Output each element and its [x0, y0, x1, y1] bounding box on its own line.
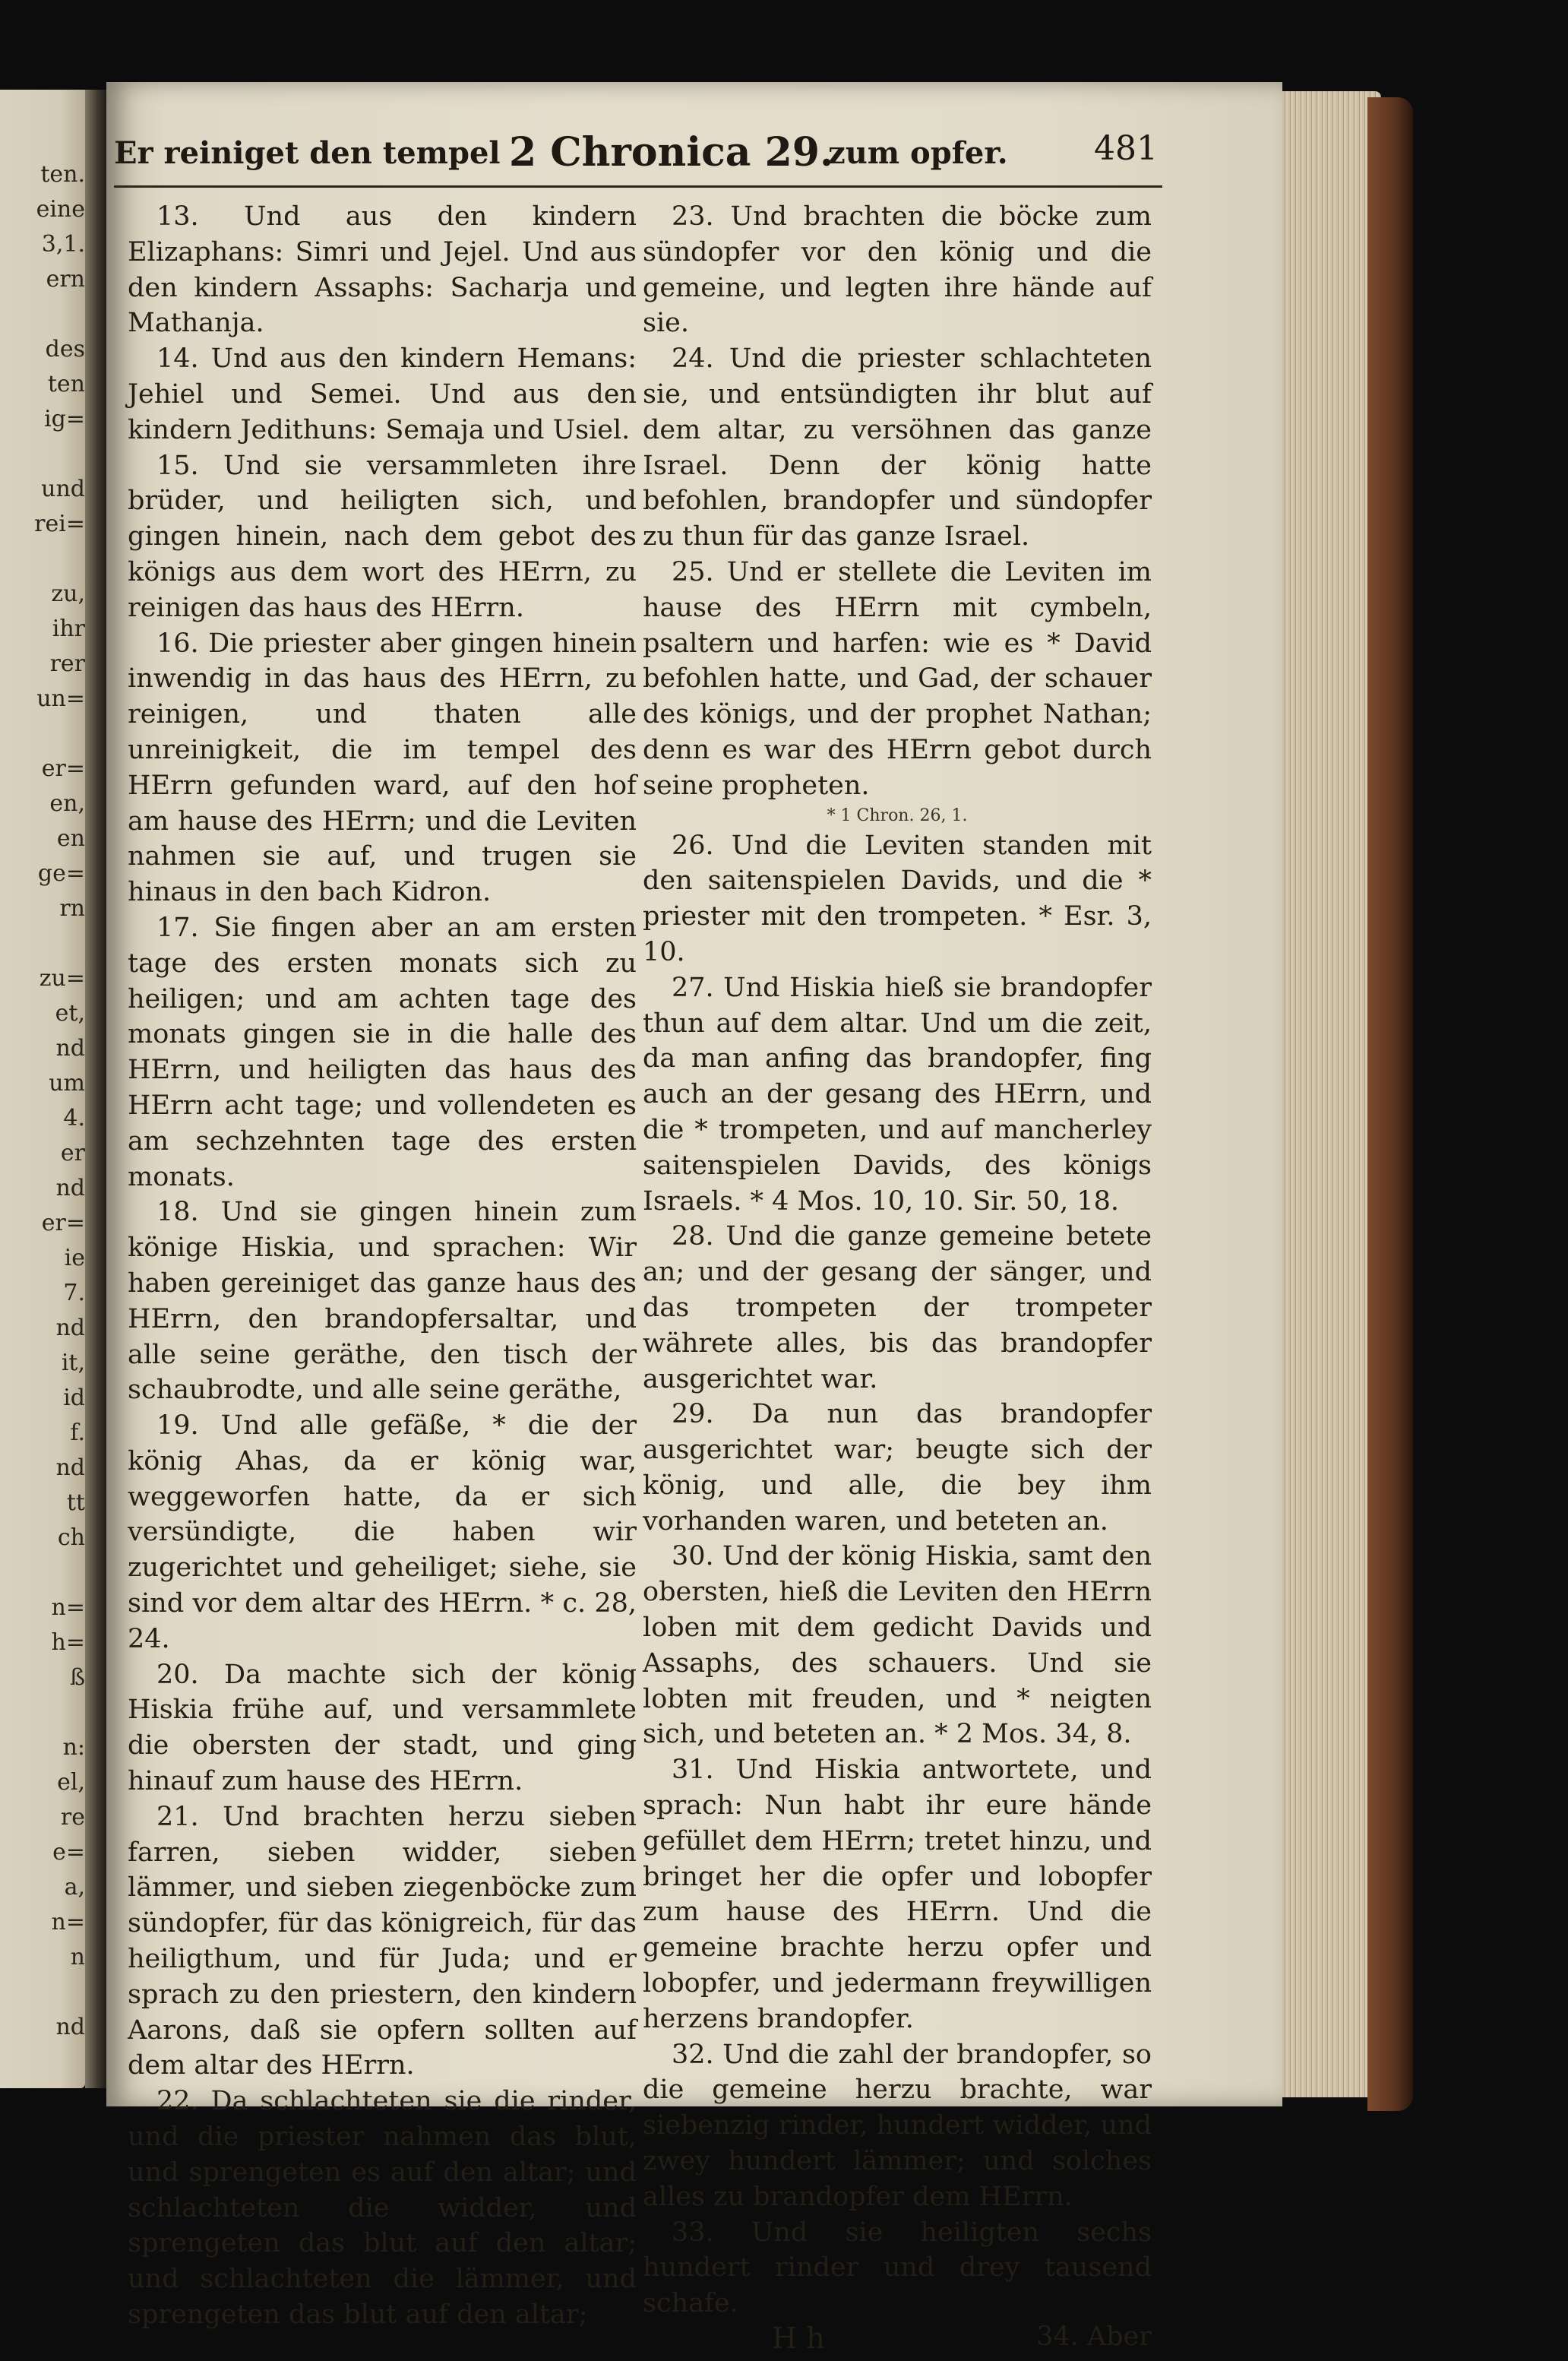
- verse-28: 28. Und die ganze gemeine betete an; und der gesang der sänger, und das trompeten der trompeter währete alles, bis das brandopfer ausgerichtet war.: [643, 1221, 1152, 1394]
- previous-page-fragment: er=: [41, 1210, 85, 1236]
- previous-page-fragment: rei=: [34, 511, 85, 537]
- verse-13: 13. Und aus den kindern Elizaphans: Simri und Jejel. Und aus den kindern Assaphs: Sacharja und Mathanja.: [128, 201, 637, 339]
- verse-17: 17. Sie fingen aber an am ersten tage des ersten monats sich zu heiligen; und am achten tage des monats gingen sie in die halle des HErrn, und heiligten das haus des HErrn acht tage; und vollendeten es am sechzehnten tage des ersten monats.: [128, 912, 637, 1192]
- running-head-left: Er reiniget den tempel: [114, 135, 501, 171]
- previous-page-fragment: des: [45, 336, 85, 362]
- verse-15: 15. Und sie versammleten ihre brüder, und heiligten sich, und gingen hinein, nach dem gebot des königs aus dem wort des HErrn, zu reinigen das haus des HErrn.: [128, 450, 637, 623]
- previous-page-fragment: el,: [57, 1769, 85, 1796]
- verse-22: 22. Da schlachteten sie die rinder, und die priester nahmen das blut, und sprengeten es auf den altar; und schlachteten die widder, und sprengeten das blut auf den altar; und schlachteten die lämmer, und sprengeten das blut auf den altar;: [128, 2086, 637, 2331]
- previous-page-fragment: n=: [51, 1594, 85, 1621]
- previous-page-fragment: re: [60, 1804, 85, 1831]
- footnote-verse-25: * 1 Chron. 26, 1.: [827, 805, 968, 825]
- verse-32: 32. Und die zahl der brandopfer, so die gemeine herzu brachte, war siebenzig rinder, hundert widder, und zwey hundert lämmer; und solches alles zu brandopfer dem HErrn.: [643, 2039, 1152, 2212]
- running-head-book: 2 Chronica 29.: [509, 129, 834, 176]
- previous-page-fragment: er=: [41, 755, 85, 782]
- verse-25: 25. Und er stellete die Leviten im hause des HErrn mit cymbeln, psaltern und harfen: wie es * David befohlen hatte, und Gad, der schauer des königs, und der prophet Nathan; denn es war des HErrn gebot durch seine propheten.: [643, 556, 1152, 801]
- running-head-right: zum opfer.: [828, 135, 1008, 171]
- previous-page-fragment: n=: [51, 1909, 85, 1935]
- previous-page-fragment: a,: [64, 1874, 85, 1901]
- catchword: 34. Aber: [1036, 2321, 1152, 2353]
- page-stack-edge: [1282, 91, 1381, 2097]
- previous-page-fragment: 4.: [63, 1105, 85, 1131]
- previous-page-fragment: en: [56, 825, 85, 852]
- verse-27: 27. Und Hiskia hieß sie brandopfer thun auf dem altar. Und um die zeit, da man anfing das brandopfer, fing auch an der gesang des HErrn, und die * trompeten, und auf mancherley saitenspielen Davids, des königs Israels. * 4 Mos. 10, 10. Sir. 50, 18.: [643, 972, 1152, 1217]
- previous-page-fragment: nd: [55, 1315, 85, 1341]
- previous-page-fragment: n:: [62, 1734, 85, 1761]
- previous-page-fragment: n: [70, 1944, 85, 1970]
- verse-20: 20. Da machte sich der könig Hiskia frühe auf, und versammlete die obersten der stadt, und ging hinauf zum hause des HErrn.: [128, 1659, 637, 1797]
- previous-page-fragment: ie: [64, 1245, 85, 1271]
- previous-page-fragment: tt: [66, 1489, 85, 1516]
- previous-page-fragment: um: [49, 1070, 85, 1097]
- previous-page-fragment: id: [63, 1385, 85, 1411]
- verse-14: 14. Und aus den kindern Hemans: Jehiel und Semei. Und aus den kindern Jedithuns: Semaja und Usiel.: [128, 343, 637, 445]
- previous-page-fragment: en,: [49, 790, 85, 817]
- book-cover-edge: [1367, 97, 1413, 2111]
- verse-21: 21. Und brachten herzu sieben farren, sieben widder, sieben lämmer, und sieben ziegenböcke zum sündopfer, für das königreich, für das heiligthum, und für Juda; und er sprach zu den priestern, den kindern Aarons, daß sie opfern sollten auf dem altar des HErrn.: [128, 1801, 637, 2081]
- verse-19: 19. Und alle gefäße, * die der könig Ahas, da er könig war, weggeworfen hatte, da er sich versündigte, die haben wir zugerichtet und geheiliget; siehe, sie sind vor dem altar des HErrn. * c. 28, 24.: [128, 1410, 637, 1654]
- previous-page-fragment: nd: [55, 1454, 85, 1481]
- signature-row: [643, 2321, 1152, 2361]
- previous-page-fragment: 3,1.: [41, 231, 85, 258]
- page-number: 481: [1094, 129, 1158, 168]
- verse-26: 26. Und die Leviten standen mit den saitenspielen Davids, und die * priester mit den trompeten. * Esr. 3, 10.: [643, 830, 1152, 967]
- previous-page-fragment: e=: [52, 1839, 85, 1866]
- verse-30: 30. Und der könig Hiskia, samt den obersten, hieß die Leviten den HErrn loben mit dem gedicht Davids und Assaphs, des schauers. Und sie lobten mit freuden, und * neigten sich, und beteten an. * 2 Mos. 34, 8.: [643, 1541, 1152, 1750]
- previous-page-fragment: eine: [36, 196, 85, 223]
- verse-24: 24. Und die priester schlachteten sie, und entsündigten ihr blut auf dem altar, zu versöhnen das ganze Israel. Denn der könig hatte befohlen, brandopfer und sündopfer zu thun für das ganze Israel.: [643, 343, 1152, 552]
- header-rule: [114, 185, 1162, 188]
- previous-page-fragment: nd: [55, 1175, 85, 1201]
- previous-page-fragment: ge=: [37, 860, 85, 887]
- previous-page-fragment: rn: [59, 895, 85, 922]
- previous-page-fragment: zu,: [51, 581, 85, 607]
- previous-page-fragment: h=: [51, 1629, 85, 1656]
- verse-31: 31. Und Hiskia antwortete, und sprach: Nun habt ihr eure hände gefüllet dem HErrn; tretet hinzu, und bringet her die opfer und lobopfer zum hause des HErrn. Und die gemeine brachte herzu opfer und lobopfer, und jedermann freywilligen herzens brandopfer.: [643, 1755, 1152, 2034]
- text-column-left: [128, 199, 637, 2333]
- previous-page-fragment: und: [41, 476, 85, 502]
- previous-page-fragment: ch: [57, 1524, 85, 1551]
- verse-23: 23. Und brachten die böcke zum sündopfer vor den könig und die gemeine, und legten ihre hände auf sie.: [643, 201, 1152, 339]
- previous-page-fragment: f.: [70, 1419, 85, 1446]
- verse-16: 16. Die priester aber gingen hinein inwendig in das haus des HErrn, zu reinigen, und thaten alle unreinigkeit, die im tempel des HErrn gefunden ward, auf den hof am hause des HErrn; und die Leviten nahmen sie auf, und trugen sie hinaus in den bach Kidron.: [128, 628, 637, 908]
- previous-page-fragment: ten: [47, 371, 85, 397]
- previous-page-fragment: ß: [69, 1664, 85, 1691]
- verse-29: 29. Da nun das brandopfer ausgerichtet war; beugte sich der könig, und alle, die bey ihm vorhanden waren, und beteten an.: [643, 1399, 1152, 1537]
- text-column-right: [643, 199, 1152, 2361]
- verse-18: 18. Und sie gingen hinein zum könige Hiskia, und sprachen: Wir haben gereiniget das ganze haus des HErrn, den brandopfersaltar, und alle seine geräthe, den tisch der schaubrodte, und alle seine geräthe,: [128, 1197, 637, 1406]
- previous-page-fragment: nd: [55, 1035, 85, 1062]
- previous-page-fragment: ern: [46, 266, 85, 293]
- signature-mark: H h: [772, 2321, 825, 2356]
- previous-page-fragment: 7.: [63, 1280, 85, 1306]
- previous-page-fragment: ihr: [52, 616, 85, 642]
- verse-33: 33. Und sie heiligten sechs hundert rinder und drey tausend schafe.: [643, 2217, 1152, 2319]
- previous-page-fragment: et,: [55, 1000, 85, 1027]
- previous-page-fragment: ig=: [44, 406, 85, 432]
- previous-page-fragment: zu=: [39, 965, 85, 992]
- previous-page-fragment: ten.: [40, 161, 85, 188]
- previous-page-fragment: un=: [36, 685, 85, 712]
- previous-page-fragment: it,: [61, 1350, 85, 1376]
- previous-page-fragment: er: [60, 1140, 85, 1166]
- previous-page-fragment: nd: [55, 2014, 85, 2040]
- previous-page-fragment: rer: [49, 650, 85, 677]
